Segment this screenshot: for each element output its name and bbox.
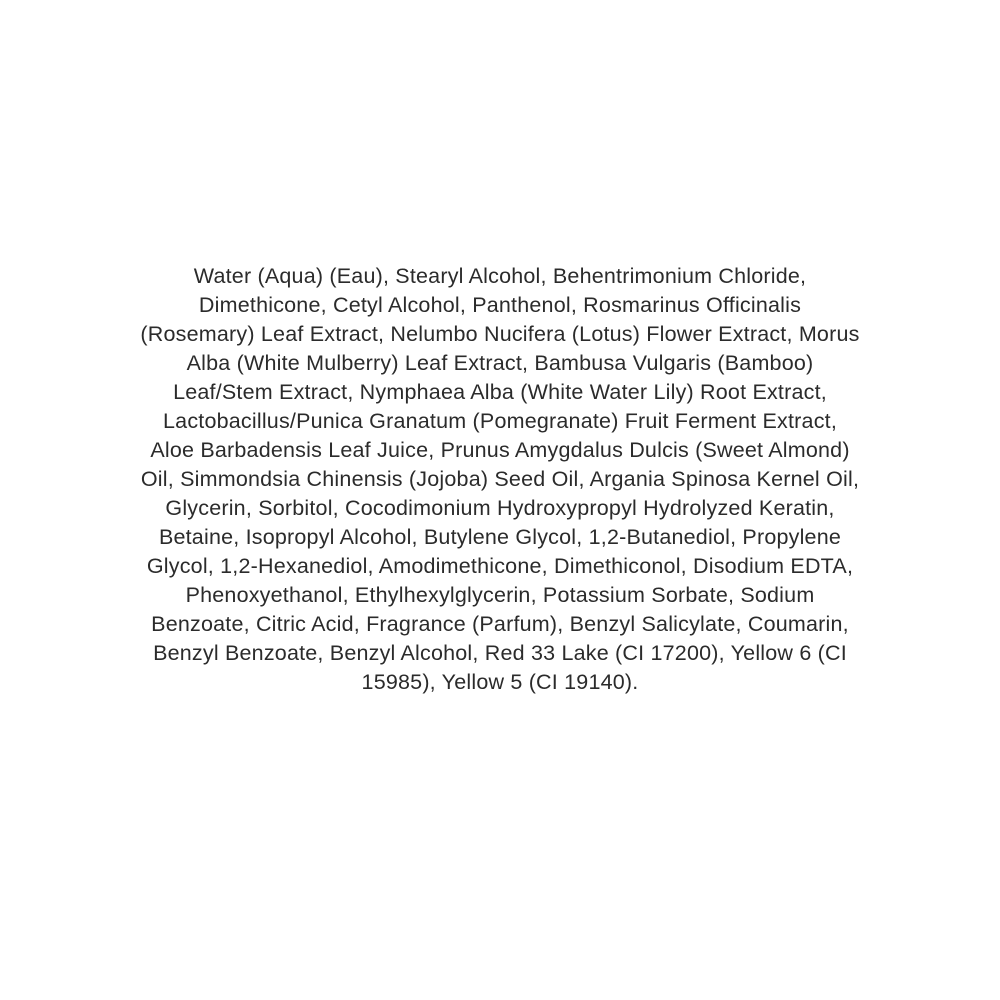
- ingredients-line: Aloe Barbadensis Leaf Juice, Prunus Amygdalus Dulcis (Sweet Almond): [150, 438, 850, 462]
- ingredients-line: Glycol, 1,2-Hexanediol, Amodimethicone, Dimethiconol, Disodium EDTA,: [146, 554, 854, 578]
- ingredients-line: 15985), Yellow 5 (CI 19140).: [361, 670, 639, 694]
- ingredients-line: Phenoxyethanol, Ethylhexylglycerin, Potassium Sorbate, Sodium: [185, 583, 815, 607]
- ingredients-line: Glycerin, Sorbitol, Cocodimonium Hydroxypropyl Hydrolyzed Keratin,: [165, 496, 835, 520]
- ingredients-line: Betaine, Isopropyl Alcohol, Butylene Glycol, 1,2-Butanediol, Propylene: [158, 525, 842, 549]
- ingredients-line: Leaf/Stem Extract, Nymphaea Alba (White Water Lily) Root Extract,: [173, 380, 827, 404]
- ingredients-line: (Rosemary) Leaf Extract, Nelumbo Nucifera (Lotus) Flower Extract, Morus: [140, 322, 860, 346]
- ingredients-line: Benzyl Benzoate, Benzyl Alcohol, Red 33 Lake (CI 17200), Yellow 6 (CI: [153, 641, 847, 665]
- ingredients-text-block: [80, 262, 920, 697]
- ingredients-line: Water (Aqua) (Eau), Stearyl Alcohol, Behentrimonium Chloride,: [193, 264, 807, 288]
- ingredients-line: Oil, Simmondsia Chinensis (Jojoba) Seed Oil, Argania Spinosa Kernel Oil,: [140, 467, 860, 491]
- ingredients-line: Dimethicone, Cetyl Alcohol, Panthenol, Rosmarinus Officinalis: [198, 293, 802, 317]
- ingredients-line: Lactobacillus/Punica Granatum (Pomegranate) Fruit Ferment Extract,: [163, 409, 837, 433]
- ingredients-line: Benzoate, Citric Acid, Fragrance (Parfum), Benzyl Salicylate, Coumarin,: [151, 612, 849, 636]
- ingredients-line: Alba (White Mulberry) Leaf Extract, Bambusa Vulgaris (Bamboo): [186, 351, 814, 375]
